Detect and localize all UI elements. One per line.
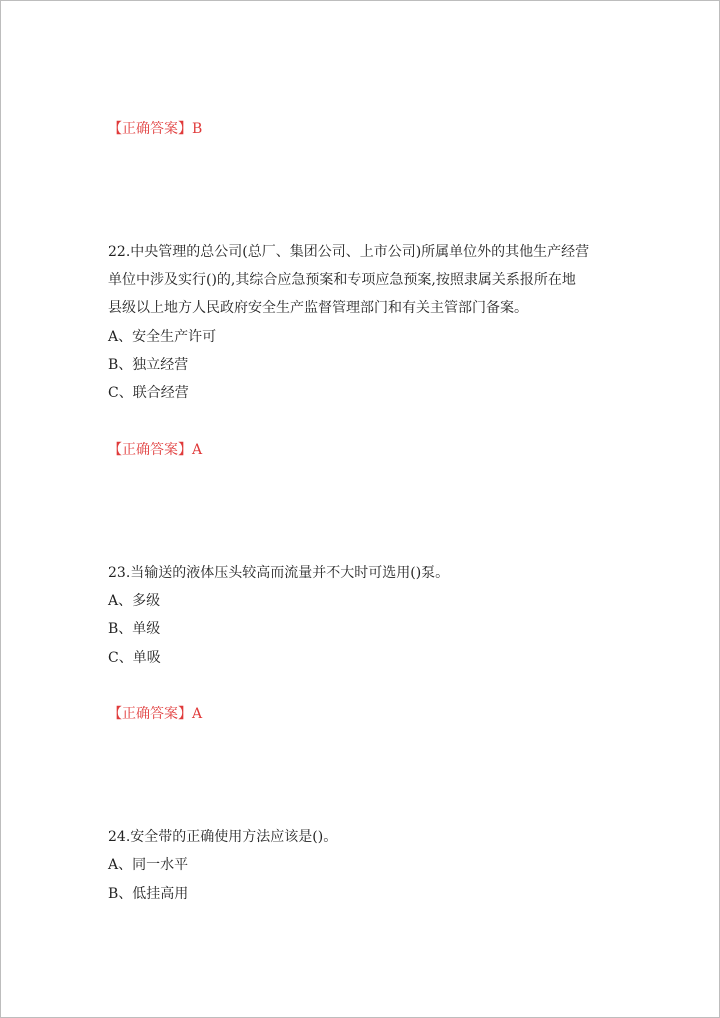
answer-22 <box>108 440 202 460</box>
answer-23 <box>108 704 202 724</box>
question-22-line-3: 县级以上地方人民政府安全生产监督管理部门和有关主管部门备案。 <box>108 300 528 316</box>
question-22-option-b: B、独立经营 <box>108 357 189 373</box>
question-23-option-b: B、单级 <box>108 621 161 637</box>
question-24-option-a: A、同一水平 <box>108 857 189 873</box>
question-24-option-b: B、低挂高用 <box>108 886 189 902</box>
answer-label: 【正确答案】 <box>108 706 192 722</box>
answer-value: A <box>192 706 203 722</box>
question-22-line-1: 22.中央管理的总公司(总厂、集团公司、上市公司)所属单位外的其他生产经营 <box>108 244 590 260</box>
question-22-option-a: A、安全生产许可 <box>108 329 217 345</box>
question-22-line-2: 单位中涉及实行()的,其综合应急预案和专项应急预案,按照隶属关系报所在地 <box>108 272 576 288</box>
answer-21 <box>108 119 202 139</box>
question-23-option-a: A、多级 <box>108 593 161 609</box>
answer-label: 【正确答案】 <box>108 121 192 137</box>
question-23-option-c: C、单吸 <box>108 650 161 666</box>
question-22-option-c: C、联合经营 <box>108 385 189 401</box>
answer-label: 【正确答案】 <box>108 442 192 458</box>
answer-value: A <box>192 442 203 458</box>
question-24-line-1: 24.安全带的正确使用方法应该是()。 <box>108 829 338 845</box>
answer-value: B <box>192 121 203 137</box>
question-23-line-1: 23.当输送的液体压头较高而流量并不大时可选用()泵。 <box>108 565 450 581</box>
